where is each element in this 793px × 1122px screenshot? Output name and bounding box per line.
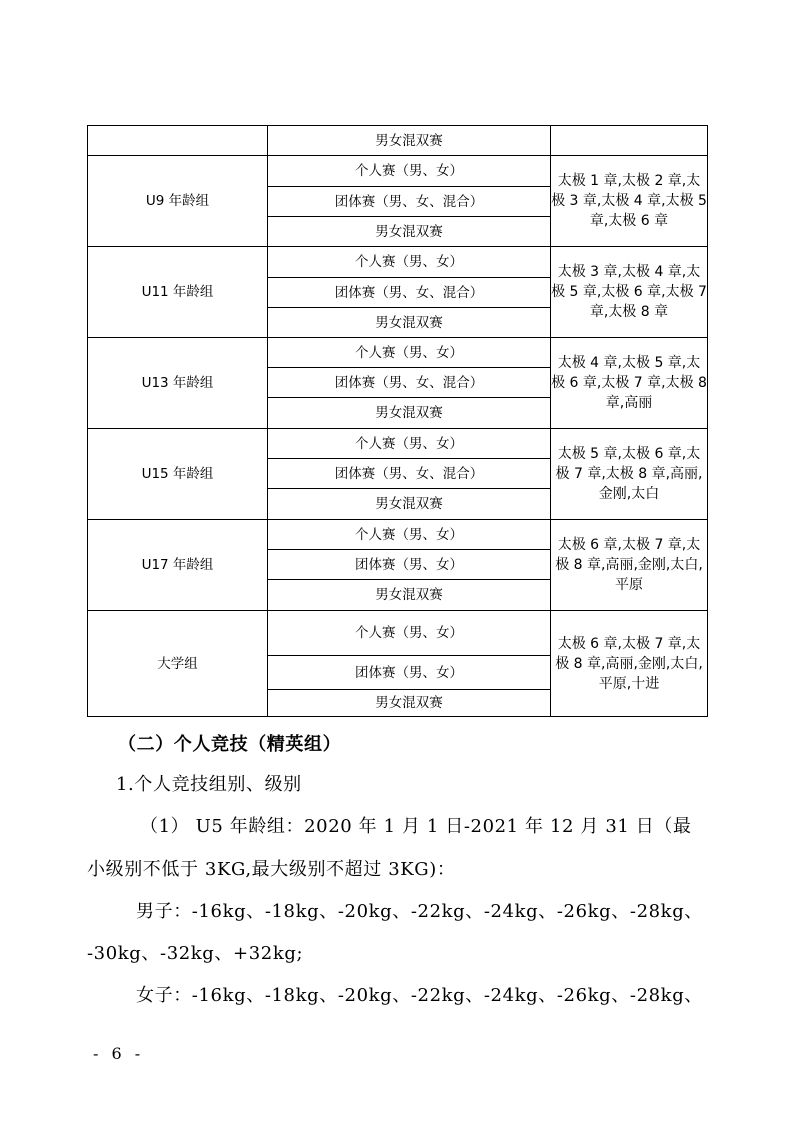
event-cell: 男女混双赛 bbox=[268, 217, 551, 247]
table-row bbox=[88, 247, 708, 278]
forms-cell: 太极 6 章,太极 7 章,太极 8 章,高丽,金刚,太白,平原,十进 bbox=[551, 611, 708, 717]
event-cell: 个人赛（男、女） bbox=[268, 156, 551, 187]
table-row bbox=[88, 429, 708, 459]
group-cell: 大学组 bbox=[88, 611, 268, 717]
table-row bbox=[88, 338, 708, 368]
event-cell: 个人赛（男、女） bbox=[268, 247, 551, 278]
event-cell: 团体赛（男、女、混合） bbox=[268, 278, 551, 308]
event-cell: 男女混双赛 bbox=[268, 690, 551, 717]
event-cell: 个人赛（男、女） bbox=[268, 429, 551, 459]
event-cell: 男女混双赛 bbox=[268, 308, 551, 338]
section-heading: （二）个人竞技（精英组） bbox=[118, 734, 342, 755]
forms-cell: 太极 6 章,太极 7 章,太极 8 章,高丽,金刚,太白,平原 bbox=[551, 520, 708, 611]
group-cell bbox=[88, 126, 268, 156]
forms-cell: 太极 5 章,太极 6 章,太极 7 章,太极 8 章,高丽,金刚,太白 bbox=[551, 429, 708, 520]
page-number: - 6 - bbox=[93, 1044, 145, 1063]
table-row bbox=[88, 126, 708, 156]
table-row bbox=[88, 520, 708, 550]
event-cell: 个人赛（男、女） bbox=[268, 520, 551, 550]
male-weights-line2: -30kg、-32kg、+32kg; bbox=[87, 943, 304, 964]
forms-cell: 太极 3 章,太极 4 章,太极 5 章,太极 6 章,太极 7 章,太极 8 章 bbox=[551, 247, 708, 338]
forms-cell bbox=[551, 126, 708, 156]
section-subheading: 1.个人竞技组别、级别 bbox=[116, 774, 302, 795]
event-cell: 团体赛（男、女、混合） bbox=[268, 368, 551, 398]
event-cell: 男女混双赛 bbox=[268, 126, 551, 156]
paragraph-u5-line2: 小级别不低于 3KG,最大级别不超过 3KG)： bbox=[87, 859, 456, 880]
event-cell: 个人赛（男、女） bbox=[268, 338, 551, 368]
group-cell: U11 年龄组 bbox=[88, 247, 268, 338]
event-cell: 团体赛（男、女） bbox=[268, 550, 551, 580]
group-cell: U17 年龄组 bbox=[88, 520, 268, 611]
forms-cell: 太极 4 章,太极 5 章,太极 6 章,太极 7 章,太极 8 章,高丽 bbox=[551, 338, 708, 429]
group-cell: U13 年龄组 bbox=[88, 338, 268, 429]
table-row bbox=[88, 611, 708, 656]
forms-cell: 太极 1 章,太极 2 章,太极 3 章,太极 4 章,太极 5 章,太极 6 章 bbox=[551, 156, 708, 247]
group-cell: U15 年龄组 bbox=[88, 429, 268, 520]
event-cell: 个人赛（男、女） bbox=[268, 611, 551, 656]
event-cell: 团体赛（男、女、混合） bbox=[268, 187, 551, 217]
event-cell: 男女混双赛 bbox=[268, 489, 551, 520]
event-cell: 男女混双赛 bbox=[268, 580, 551, 611]
event-cell: 男女混双赛 bbox=[268, 398, 551, 429]
event-cell: 团体赛（男、女） bbox=[268, 656, 551, 690]
paragraph-u5-line1: （1） U5 年龄组：2020 年 1 月 1 日-2021 年 12 月 31 日（最 bbox=[140, 816, 692, 837]
male-weights-line1: 男子：-16kg、-18kg、-20kg、-22kg、-24kg、-26kg、-28kg、 bbox=[136, 901, 703, 922]
female-weights-line1: 女子：-16kg、-18kg、-20kg、-22kg、-24kg、-26kg、-28kg、 bbox=[136, 985, 703, 1006]
event-cell: 团体赛（男、女、混合） bbox=[268, 459, 551, 489]
group-cell: U9 年龄组 bbox=[88, 156, 268, 247]
table-row bbox=[88, 156, 708, 187]
event-table bbox=[87, 125, 708, 717]
